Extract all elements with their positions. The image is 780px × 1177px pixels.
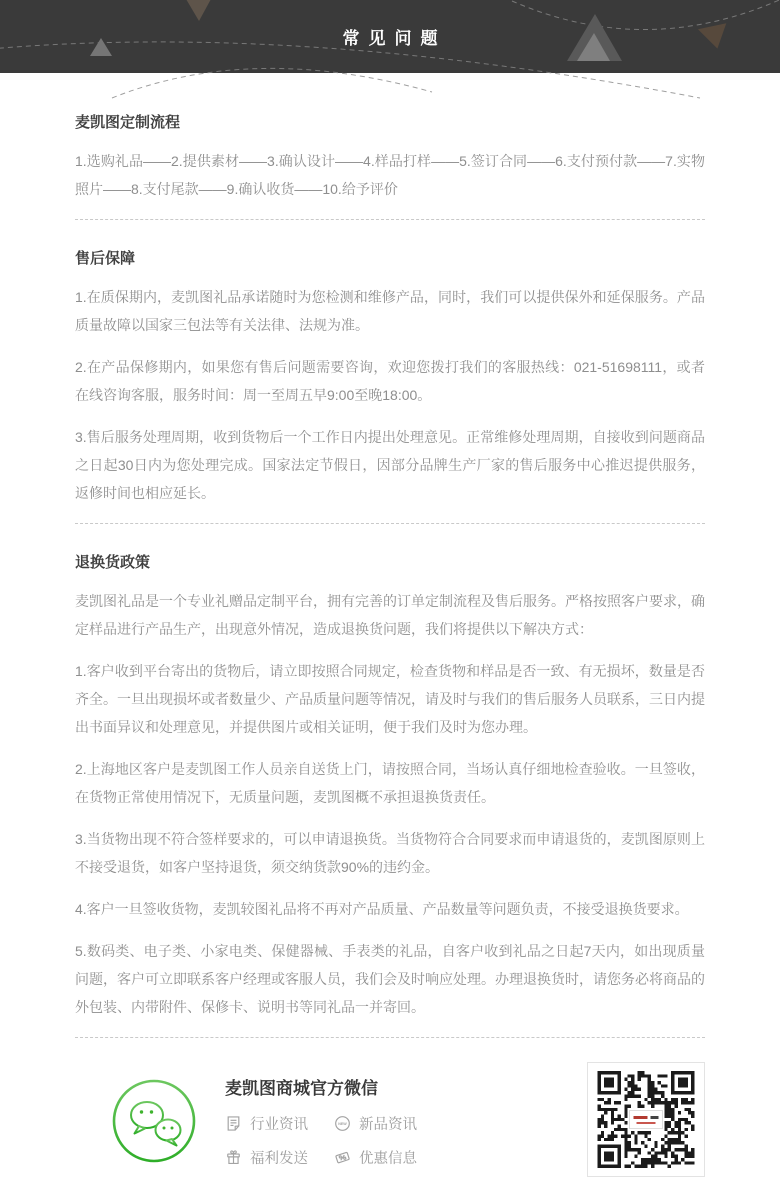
coupon-icon	[334, 1149, 351, 1166]
section-heading: 麦凯图定制流程	[75, 114, 181, 131]
dashed-divider	[75, 1037, 705, 1038]
svg-text:NEW: NEW	[338, 1121, 347, 1126]
wechat-feature-grid	[225, 1113, 417, 1168]
wechat-qr-code	[587, 1062, 705, 1177]
feature-item	[225, 1113, 334, 1134]
feature-label: 行业资讯	[250, 1117, 308, 1133]
wechat-account-title: 麦凯图商城官方微信	[225, 1079, 378, 1098]
feature-item	[334, 1147, 417, 1168]
new-badge-icon	[334, 1115, 351, 1132]
wechat-icon	[111, 1078, 197, 1164]
paragraph: 3.售后服务处理周期，收到货物后一个工作日内提出处理意见。正常维修处理周期，自接收到问题商品之日起30日内为您处理完成。国家法定节假日，因部分品牌生产厂家的售后服务中心推迟提供服务，返修时间也相应延长。	[75, 429, 705, 501]
feature-label: 优惠信息	[359, 1151, 417, 1167]
section-heading: 退换货政策	[75, 554, 151, 571]
faq-content	[0, 111, 780, 1038]
paragraph: 3.当货物出现不符合签样要求的，可以申请退换货。当货物符合合同要求而申请退货的，麦凯图原则上不接受退货，如客户坚持退货，须交纳货款90%的违约金。	[75, 831, 705, 875]
section-after-sales	[75, 247, 705, 507]
gift-icon	[225, 1149, 242, 1166]
feature-item	[334, 1113, 417, 1134]
paragraph: 麦凯图礼品是一个专业礼赠品定制平台，拥有完善的订单定制流程及售后服务。严格按照客户要求，确定样品进行产品生产，出现意外情况，造成退换货问题，我们将提供以下解决方式：	[75, 593, 705, 637]
wechat-footer	[0, 1062, 780, 1177]
dashed-divider	[75, 523, 705, 524]
section-return-policy	[75, 551, 705, 1021]
wechat-info-block	[225, 1074, 417, 1168]
page-header	[0, 0, 780, 73]
paragraph: 4.客户一旦签收货物，麦凯较图礼品将不再对产品质量、产品数量等问题负责，不接受退换货要求。	[75, 901, 689, 917]
feature-label: 福利发送	[250, 1151, 308, 1167]
feature-label: 新品资讯	[359, 1117, 417, 1133]
section-custom-process	[75, 111, 705, 203]
process-steps-text: 1.选购礼品——2.提供素材——3.确认设计——4.样品打样——5.签订合同——6.支付预付款——7.实物照片——8.支付尾款——9.确认收货——10.给予评价	[75, 153, 705, 197]
news-doc-icon	[225, 1115, 242, 1132]
dashed-divider	[75, 219, 705, 220]
paragraph: 2.在产品保修期内，如果您有售后问题需要咨询，欢迎您拨打我们的客服热线：021-51698111，或者在线咨询客服，服务时间：周一至周五早9:00至晚18:00。	[75, 359, 705, 403]
paragraph: 5.数码类、电子类、小家电类、保健器械、手表类的礼品，自客户收到礼品之日起7天内，如出现质量问题，客户可立即联系客户经理或客服人员，我们会及时响应处理。办理退换货时，请您务必将商品的外包装、内带附件、保修卡、说明书等同礼品一并寄回。	[75, 943, 705, 1015]
paragraph: 1.在质保期内，麦凯图礼品承诺随时为您检测和维修产品，同时，我们可以提供保外和延保服务。产品质量故障以国家三包法等有关法律、法规为准。	[75, 289, 705, 333]
feature-item	[225, 1147, 334, 1168]
paragraph: 1.客户收到平台寄出的货物后，请立即按照合同规定，检查货物和样品是否一致、有无损坏，数量是否齐全。一旦出现损坏或者数量少、产品质量问题等情况，请及时与我们的售后服务人员联系，三日内提出书面异议和处理意见，并提供图片或相关证明，便于我们及时为您办理。	[75, 663, 705, 735]
section-heading: 售后保障	[75, 250, 136, 267]
paragraph: 2.上海地区客户是麦凯图工作人员亲自送货上门，请按照合同，当场认真仔细地检查验收。一旦签收，在货物正常使用情况下，无质量问题，麦凯图概不承担退换货责任。	[75, 761, 705, 805]
page-title: 常见问题	[342, 29, 447, 48]
